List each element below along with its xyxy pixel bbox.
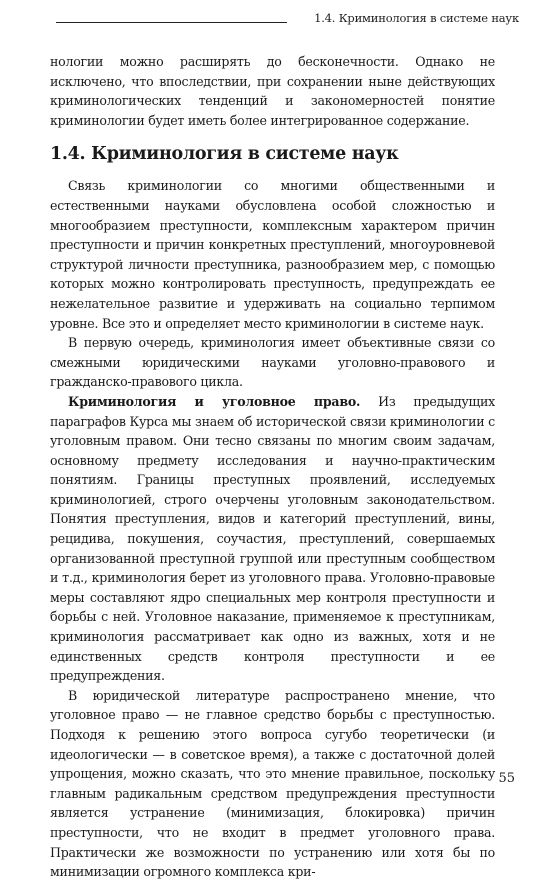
paragraph-continuation: нологии можно расширять до бесконечности. Однако не исключено, что впоследствии, при сохранении ныне действующих криминологических тенденций и закономерностей понятие криминологии будет иметь более интегрированное содержание. [50,54,495,128]
running-title: 1.4. Криминология в системе наук [314,11,519,25]
paragraph: В первую очередь, криминология имеет объективные связи со смежными юридическими науками уголовно-правового и гражданско-правового цикла. [50,335,495,390]
section-title: 1.4. Криминология в системе наук [50,144,399,165]
paragraph: Связь криминологии со многими общественными и естественными науками обусловлена особой сложностью и многообразием преступности, комплексным характером причин преступности и причин конкретных преступлений, многоуровневой структурой личности преступника, разнообразием мер, с помощью которых можно контролировать преступность, предупреждать ее нежелательное развитие и удерживать на социально терпимом уровне. Все это и определяет место криминологии в системе наук. [50,178,495,331]
paragraph: В юридической литературе распространено мнение, что уголовное право — не главное средство борьбы с преступностью. Подходя к решению этого вопроса сугубо теоретически (и идеологически — в советское время), а также с достаточной долей упрощения, можно сказать, что это мнение правильное, поскольку главным радикальным средством предупреждения преступности является устранение (минимизация, блокировка) причин преступности, что не входит в предмет уголовного права. Практически же возможности по устранению или хотя бы по минимизации огромного комплекса кри- [50,687,495,880]
paragraph [50,392,495,686]
page-content [50,52,495,882]
page-number: 55 [498,771,515,786]
running-header [56,10,519,28]
paragraph-text: Из предыдущих параграфов Курса мы знаем об исторической связи криминологии с уголовным правом. Они тесно связаны по многим своим задачам, основному предмету исследования и научно-практическим понятиям. Границы преступных проявлений, исследуемых криминологией, строго очерчены уголовным законодательством. Понятия преступления, видов и категорий преступлений, вины, рецидива, покушения, соучастия, преступлений, совершаемых организованной преступной группой или преступным сообществом и т.д., криминология берет из уголовного права. Уголовно-правовые меры составляют ядро специальных мер контроля преступности и борьбы с ней. Уголовное наказание, применяемое к преступникам, криминология рассматривает как одно из важных, хотя и не единственных средств контроля преступности и ее предупреждения. [50,393,495,684]
run-in-heading: Криминология и уголовное право. [68,393,361,409]
header-rule [56,22,287,23]
